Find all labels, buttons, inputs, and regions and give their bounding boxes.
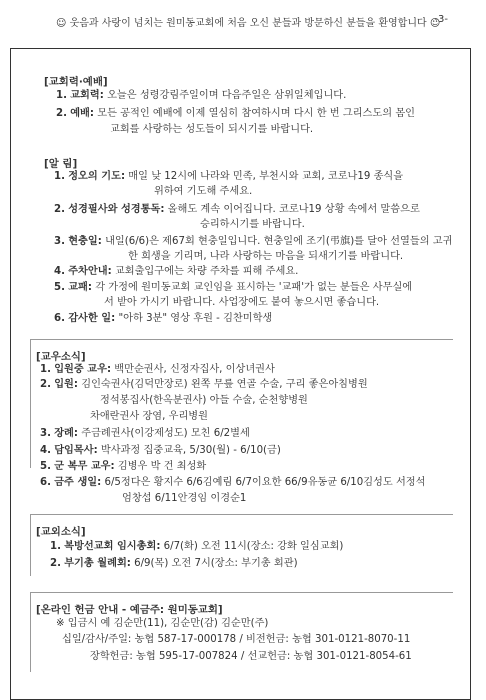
notice-item-1-cont: 위하여 기도해 주세요. [154,186,253,197]
member-item-6: 6. 금주 생일: 6/5정다은 황지수 6/6김예림 6/7이요한 66/9유동균 6/10김성도 서정석 [40,477,426,488]
member-item-3: 3. 장례: 주금례권사(이강제성도) 모친 6/2별세 [40,428,250,439]
divider [30,514,453,515]
notice-item-3-cont: 한 희생을 기리며, 나라 사랑하는 마음을 되새기기를 바랍니다. [128,251,404,262]
notice-item-2: 2. 성경필사와 성경통독: 올해도 계속 이어집니다. 코로나19 상황 속에서 말씀으로 [54,204,420,215]
member-item-4: 4. 담임목사: 박사과정 집중교육, 5/30(월) - 6/10(금) [40,445,281,456]
section-title-notices: [알 림] [44,158,78,170]
member-item-2-cont2: 차애란권사 장염, 우리병원 [90,411,208,422]
section-title-offering: [온라인 헌금 안내 - 예금주: 원미동교회] [36,604,223,616]
member-item-2-cont: 정석봉집사(한옥분권사) 아들 수술, 순천향병원 [100,395,308,406]
box-left-line [30,339,31,468]
calendar-item-1: 1. 교회력: 오늘은 성령강림주일이며 다음주일은 삼위일체입니다. [56,90,347,101]
divider [30,339,453,340]
notice-item-4: 4. 주차안내: 교회출입구에는 차량 주차를 피해 주세요. [54,266,299,277]
notice-item-6: 6. 감사한 일: "아하 3분" 영상 후원 - 김찬미학생 [54,313,273,324]
box-left-line [30,592,31,672]
calendar-item-2-cont: 교회를 사랑하는 성도들이 되시기를 바랍니다. [110,124,314,135]
member-item-5: 5. 군 복무 교우: 김병우 박 건 최성화 [40,461,207,472]
outside-item-2: 2. 부기총 월례회: 6/9(목) 오전 7시(장소: 부기총 회관) [50,558,298,569]
notice-item-3: 3. 현충일: 내일(6/6)은 제67회 현충일입니다. 현충일에 조기(弔旗)를 달아 선열들의 고귀 [54,236,453,247]
section-title-members: [교우소식] [36,351,86,363]
header-welcome-text: ☺ 웃음과 사랑이 넘치는 원미동교회에 처음 오신 분들과 방문하신 분들을 환영합니다 ☺ [56,18,441,29]
offering-account-line-2: 장학헌금: 농협 595-17-007824 / 선교헌금: 농협 301-0121-8054-61 [90,651,412,662]
member-item-6-cont: 엄창섭 6/11안경임 이경순1 [122,493,247,504]
member-item-2: 2. 입원: 김인숙권사(김덕만장로) 왼쪽 무릎 연골 수술, 구리 좋은아침병원 [40,379,368,390]
offering-account-line-1: 십일/감사/주일: 농협 587-17-000178 / 비전헌금: 농협 301-0121-8070-11 [62,634,411,645]
section-title-outside: [교외소식] [36,526,86,538]
divider [30,592,453,593]
outside-item-1: 1. 복방선교회 임시총회: 6/7(화) 오전 11시(장소: 강화 일심교회) [50,541,344,552]
notice-item-5: 5. 교패: 각 가정에 원미동교회 교인임을 표시하는 '교패'가 없는 분들은 사무실에 [54,282,413,293]
box-left-line [30,514,31,576]
calendar-item-2: 2. 예배: 모든 공적인 예배에 이제 열심히 참여하시며 다시 한 번 그리스도의 몸인 [56,108,415,119]
offering-note: ※ 입금시 예 김순만(11), 김순만(감) 김순만(주) [56,618,269,629]
page-number: -3- [434,14,448,25]
notice-item-2-cont: 승리하시기를 바랍니다. [200,219,305,230]
section-title-calendar: [교회력·예배] [44,76,108,88]
page-header [0,14,486,30]
notice-item-1: 1. 정오의 기도: 매일 낮 12시에 나라와 민족, 부천시와 교회, 코로나19 종식을 [54,171,404,182]
member-item-1: 1. 입원중 교우: 백만순권사, 신정자집사, 이상녀권사 [40,364,275,375]
notice-item-5-cont: 서 받아 가시기 바랍니다. 사업장에도 붙여 놓으시면 좋습니다. [104,297,380,308]
